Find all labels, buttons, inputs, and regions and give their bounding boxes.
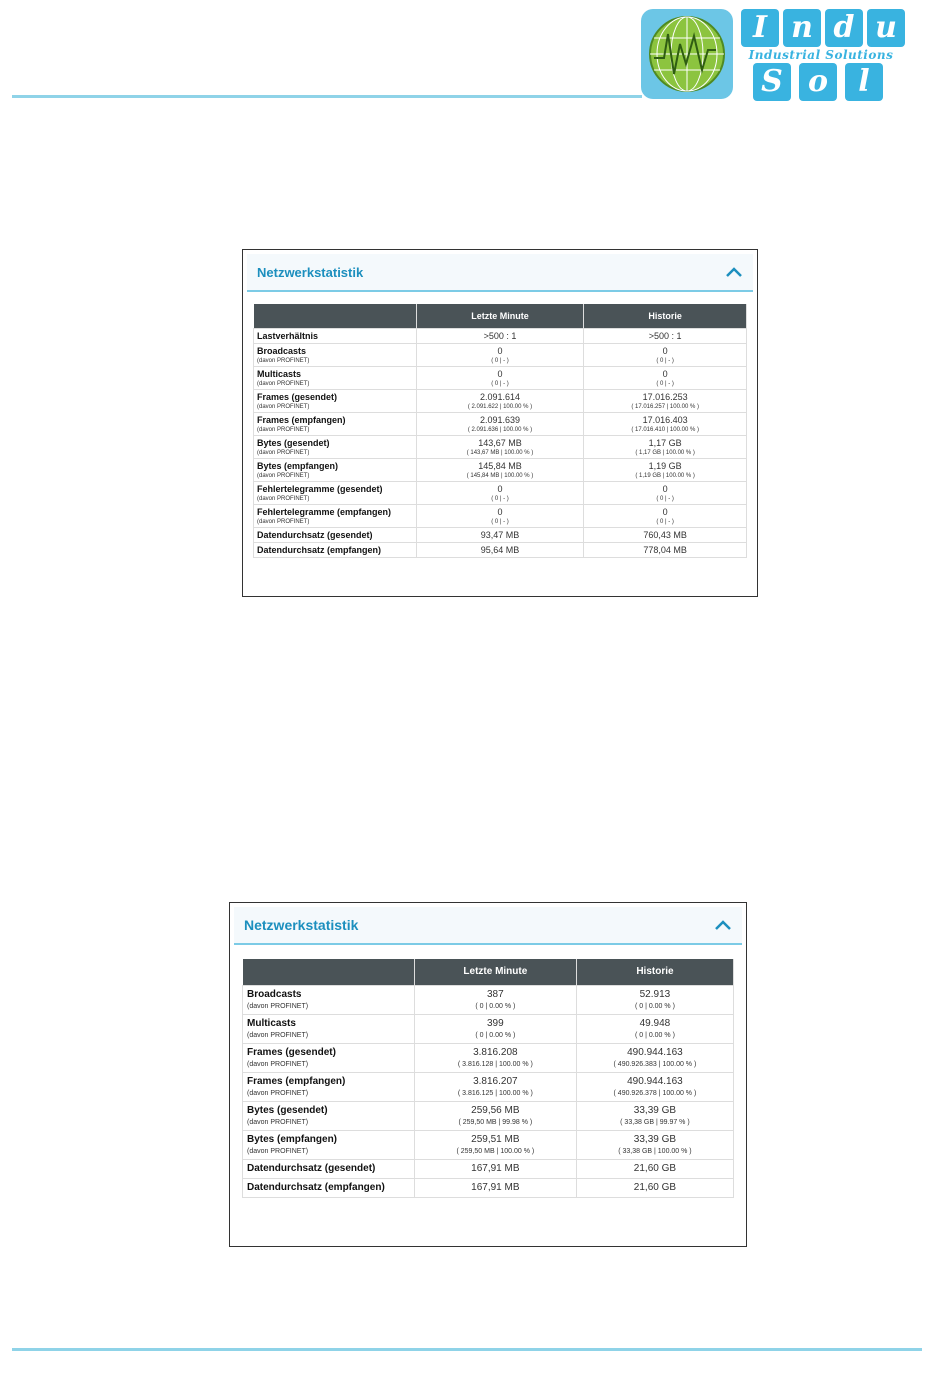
table-row: [243, 1178, 734, 1197]
row-label: Multicasts: [257, 368, 302, 379]
row-sublabel: (davon PROFINET): [247, 1060, 309, 1068]
table-row: [254, 412, 747, 435]
history-cell: [576, 1130, 733, 1159]
row-label-cell: [243, 985, 415, 1014]
table-row: [254, 389, 747, 412]
history-value: 21,60 GB: [633, 1181, 677, 1193]
logo-tagline: Industrial Solutions: [748, 48, 894, 62]
history-subvalue: ( 490.926.383 | 100.00 % ): [613, 1060, 697, 1068]
history-subvalue: ( 33,38 GB | 99.97 % ): [620, 1118, 690, 1126]
indusol-logo: [641, 9, 911, 101]
last-minute-subvalue: ( 2.091.622 | 100.00 % ): [467, 403, 533, 410]
row-label: Fehlertelegramme (gesendet): [257, 483, 383, 494]
panel-header[interactable]: [247, 254, 753, 292]
last-minute-subvalue: ( 145,84 MB | 100.00 % ): [466, 472, 534, 479]
row-sublabel: (davon PROFINET): [257, 426, 310, 433]
history-value: 0: [662, 506, 668, 517]
row-sublabel: (davon PROFINET): [247, 1118, 309, 1126]
table-header-row: [243, 959, 734, 985]
last-minute-cell: [414, 1159, 576, 1178]
history-value: 778,04 MB: [643, 544, 687, 555]
last-minute-value: 0: [497, 483, 503, 494]
row-label-cell: [243, 1130, 415, 1159]
last-minute-subvalue: ( 3.816.128 | 100.00 % ): [457, 1060, 533, 1068]
row-sublabel: (davon PROFINET): [247, 1031, 309, 1039]
logo-letter: u: [867, 9, 905, 47]
history-value: 0: [662, 483, 668, 494]
row-sublabel: (davon PROFINET): [257, 472, 310, 479]
column-header: [243, 959, 415, 985]
history-subvalue: ( 0 | - ): [656, 380, 674, 387]
row-label-cell: [243, 1159, 415, 1178]
last-minute-subvalue: ( 259,50 MB | 99.98 % ): [458, 1118, 533, 1126]
panel-title: Netzwerkstatistik: [257, 264, 364, 280]
history-value: 49.948: [639, 1017, 671, 1029]
last-minute-cell: [416, 412, 584, 435]
last-minute-subvalue: ( 143,67 MB | 100.00 % ): [466, 449, 534, 456]
history-value: 17.016.253: [642, 391, 688, 402]
last-minute-value: 399: [487, 1017, 504, 1029]
table-row: [243, 1101, 734, 1130]
table-row: [254, 542, 747, 557]
last-minute-subvalue: ( 0 | - ): [491, 518, 509, 525]
last-minute-value: 3.816.208: [473, 1046, 518, 1058]
row-label-cell: [254, 542, 417, 557]
row-label: Broadcasts: [247, 988, 302, 1000]
history-subvalue: ( 1,17 GB | 100.00 % ): [635, 449, 695, 456]
history-value: 1,17 GB: [648, 437, 682, 448]
row-sublabel: (davon PROFINET): [247, 1002, 309, 1010]
row-label: Frames (gesendet): [247, 1046, 336, 1058]
row-label-cell: [254, 366, 417, 389]
last-minute-cell: [414, 1014, 576, 1043]
history-cell: [584, 366, 747, 389]
table-row: [254, 435, 747, 458]
history-cell: [576, 1178, 733, 1197]
table-row: [243, 1014, 734, 1043]
table-row: [243, 985, 734, 1014]
row-sublabel: (davon PROFINET): [257, 449, 310, 456]
last-minute-value: 145,84 MB: [478, 460, 522, 471]
row-label-cell: [254, 389, 417, 412]
last-minute-subvalue: ( 3.816.125 | 100.00 % ): [457, 1089, 533, 1097]
netzwerkstatistik-panel-2: [229, 902, 747, 1247]
row-label-cell: [254, 328, 417, 343]
history-value: >500 : 1: [648, 330, 682, 341]
last-minute-subvalue: ( 0 | - ): [491, 380, 509, 387]
history-value: 490.944.163: [627, 1046, 683, 1058]
history-cell: [576, 1159, 733, 1178]
history-subvalue: ( 0 | 0.00 % ): [634, 1031, 675, 1039]
last-minute-cell: [416, 481, 584, 504]
row-label-cell: [254, 412, 417, 435]
history-value: 52.913: [639, 988, 671, 1000]
history-subvalue: ( 17.016.410 | 100.00 % ): [631, 426, 699, 433]
last-minute-value: 2.091.614: [479, 391, 521, 402]
history-cell: [584, 527, 747, 542]
last-minute-cell: [416, 389, 584, 412]
row-sublabel: (davon PROFINET): [247, 1147, 309, 1155]
table-row: [243, 1159, 734, 1178]
last-minute-value: 167,91 MB: [471, 1181, 520, 1193]
last-minute-value: 143,67 MB: [478, 437, 522, 448]
last-minute-cell: [416, 542, 584, 557]
table-row: [254, 328, 747, 343]
last-minute-cell: [416, 458, 584, 481]
row-label: Datendurchsatz (empfangen): [257, 544, 382, 555]
last-minute-subvalue: ( 0 | - ): [491, 357, 509, 364]
last-minute-value: 259,51 MB: [471, 1133, 520, 1145]
last-minute-subvalue: ( 0 | 0.00 % ): [475, 1002, 516, 1010]
last-minute-value: 0: [497, 345, 503, 356]
last-minute-value: 3.816.207: [473, 1075, 518, 1087]
last-minute-cell: [416, 527, 584, 542]
last-minute-subvalue: ( 259,50 MB | 100.00 % ): [456, 1147, 535, 1155]
row-label: Bytes (empfangen): [257, 460, 339, 471]
row-label: Multicasts: [247, 1017, 296, 1029]
table-row: [254, 458, 747, 481]
column-header: [254, 304, 417, 328]
history-value: 0: [662, 368, 668, 379]
last-minute-cell: [416, 435, 584, 458]
last-minute-cell: [414, 1130, 576, 1159]
last-minute-cell: [414, 1178, 576, 1197]
panel-title: Netzwerkstatistik: [244, 917, 359, 933]
history-cell: [584, 542, 747, 557]
row-label-cell: [254, 435, 417, 458]
last-minute-cell: [414, 1043, 576, 1072]
statistics-table: [253, 304, 747, 558]
history-cell: [584, 458, 747, 481]
row-label-cell: [243, 1178, 415, 1197]
history-cell: [576, 1101, 733, 1130]
history-subvalue: ( 1,19 GB | 100.00 % ): [635, 472, 695, 479]
history-subvalue: ( 0 | - ): [656, 357, 674, 364]
row-sublabel: (davon PROFINET): [247, 1089, 309, 1097]
history-value: 1,19 GB: [648, 460, 682, 471]
history-value: 17.016.403: [642, 414, 688, 425]
last-minute-value: 93,47 MB: [480, 529, 520, 540]
row-label-cell: [243, 1043, 415, 1072]
row-label: Bytes (empfangen): [247, 1133, 338, 1145]
last-minute-value: 167,91 MB: [471, 1162, 520, 1174]
last-minute-value: 0: [497, 368, 503, 379]
history-cell: [584, 435, 747, 458]
history-subvalue: ( 0 | - ): [656, 495, 674, 502]
row-sublabel: (davon PROFINET): [257, 403, 310, 410]
table-row: [254, 504, 747, 527]
history-value: 760,43 MB: [643, 529, 687, 540]
row-sublabel: (davon PROFINET): [257, 495, 310, 502]
last-minute-value: 0: [497, 506, 503, 517]
row-label-cell: [243, 1014, 415, 1043]
logo-letter: o: [799, 63, 837, 101]
globe-icon: [641, 9, 733, 99]
history-cell: [576, 985, 733, 1014]
last-minute-subvalue: ( 2.091.636 | 100.00 % ): [467, 426, 533, 433]
header-rule: [12, 95, 642, 98]
row-sublabel: (davon PROFINET): [257, 357, 310, 364]
last-minute-cell: [414, 1101, 576, 1130]
row-label: Frames (gesendet): [257, 391, 338, 402]
column-header: Letzte Minute: [416, 304, 584, 328]
history-cell: [584, 389, 747, 412]
row-label: Datendurchsatz (gesendet): [257, 529, 373, 540]
row-label: Frames (empfangen): [257, 414, 346, 425]
table-row: [243, 1043, 734, 1072]
logo-letter: S: [753, 63, 791, 101]
column-header: Historie: [576, 959, 733, 985]
last-minute-cell: [416, 328, 584, 343]
column-header: Letzte Minute: [414, 959, 576, 985]
table-header-row: [254, 304, 747, 328]
history-cell: [584, 504, 747, 527]
row-label-cell: [243, 1072, 415, 1101]
table-row: [254, 481, 747, 504]
chevron-up-icon[interactable]: [714, 919, 732, 931]
last-minute-value: >500 : 1: [483, 330, 517, 341]
history-subvalue: ( 0 | 0.00 % ): [634, 1002, 675, 1010]
history-subvalue: ( 0 | - ): [656, 518, 674, 525]
row-label-cell: [254, 343, 417, 366]
history-subvalue: ( 490.926.378 | 100.00 % ): [613, 1089, 697, 1097]
table-row: [254, 343, 747, 366]
history-subvalue: ( 33,38 GB | 100.00 % ): [618, 1147, 692, 1155]
last-minute-cell: [416, 343, 584, 366]
row-sublabel: (davon PROFINET): [257, 518, 310, 525]
last-minute-value: 95,64 MB: [480, 544, 520, 555]
history-cell: [584, 481, 747, 504]
row-label: Datendurchsatz (gesendet): [247, 1162, 376, 1174]
history-cell: [584, 328, 747, 343]
history-subvalue: ( 17.016.257 | 100.00 % ): [631, 403, 699, 410]
footer-rule: [12, 1348, 922, 1351]
history-value: 33,39 GB: [633, 1104, 677, 1116]
row-label: Frames (empfangen): [247, 1075, 346, 1087]
table-row: [254, 366, 747, 389]
last-minute-cell: [416, 366, 584, 389]
logo-letter: d: [825, 9, 863, 47]
last-minute-cell: [414, 985, 576, 1014]
history-cell: [584, 343, 747, 366]
last-minute-subvalue: ( 0 | - ): [491, 495, 509, 502]
row-label: Lastverhältnis: [257, 330, 319, 341]
row-label-cell: [254, 527, 417, 542]
table-row: [243, 1072, 734, 1101]
column-header: Historie: [584, 304, 747, 328]
row-label-cell: [254, 504, 417, 527]
history-cell: [584, 412, 747, 435]
last-minute-value: 2.091.639: [479, 414, 521, 425]
table-row: [254, 527, 747, 542]
statistics-table: [242, 959, 734, 1198]
logo-letter: I: [741, 9, 779, 47]
row-label: Fehlertelegramme (empfangen): [257, 506, 392, 517]
row-label: Datendurchsatz (empfangen): [247, 1181, 385, 1193]
history-value: 21,60 GB: [633, 1162, 677, 1174]
row-sublabel: (davon PROFINET): [257, 380, 310, 387]
panel-header[interactable]: [234, 907, 742, 945]
last-minute-subvalue: ( 0 | 0.00 % ): [475, 1031, 516, 1039]
logo-letter: l: [845, 63, 883, 101]
row-label-cell: [254, 458, 417, 481]
last-minute-value: 387: [487, 988, 504, 1000]
history-value: 33,39 GB: [633, 1133, 677, 1145]
row-label: Broadcasts: [257, 345, 307, 356]
chevron-up-icon[interactable]: [725, 266, 743, 278]
history-cell: [576, 1072, 733, 1101]
table-row: [243, 1130, 734, 1159]
history-value: 490.944.163: [627, 1075, 683, 1087]
row-label-cell: [254, 481, 417, 504]
row-label: Bytes (gesendet): [247, 1104, 328, 1116]
logo-letter: n: [783, 9, 821, 47]
netzwerkstatistik-panel-1: [242, 249, 758, 597]
row-label: Bytes (gesendet): [257, 437, 330, 448]
last-minute-cell: [414, 1072, 576, 1101]
last-minute-cell: [416, 504, 584, 527]
history-cell: [576, 1014, 733, 1043]
last-minute-value: 259,56 MB: [471, 1104, 520, 1116]
history-cell: [576, 1043, 733, 1072]
row-label-cell: [243, 1101, 415, 1130]
history-value: 0: [662, 345, 668, 356]
